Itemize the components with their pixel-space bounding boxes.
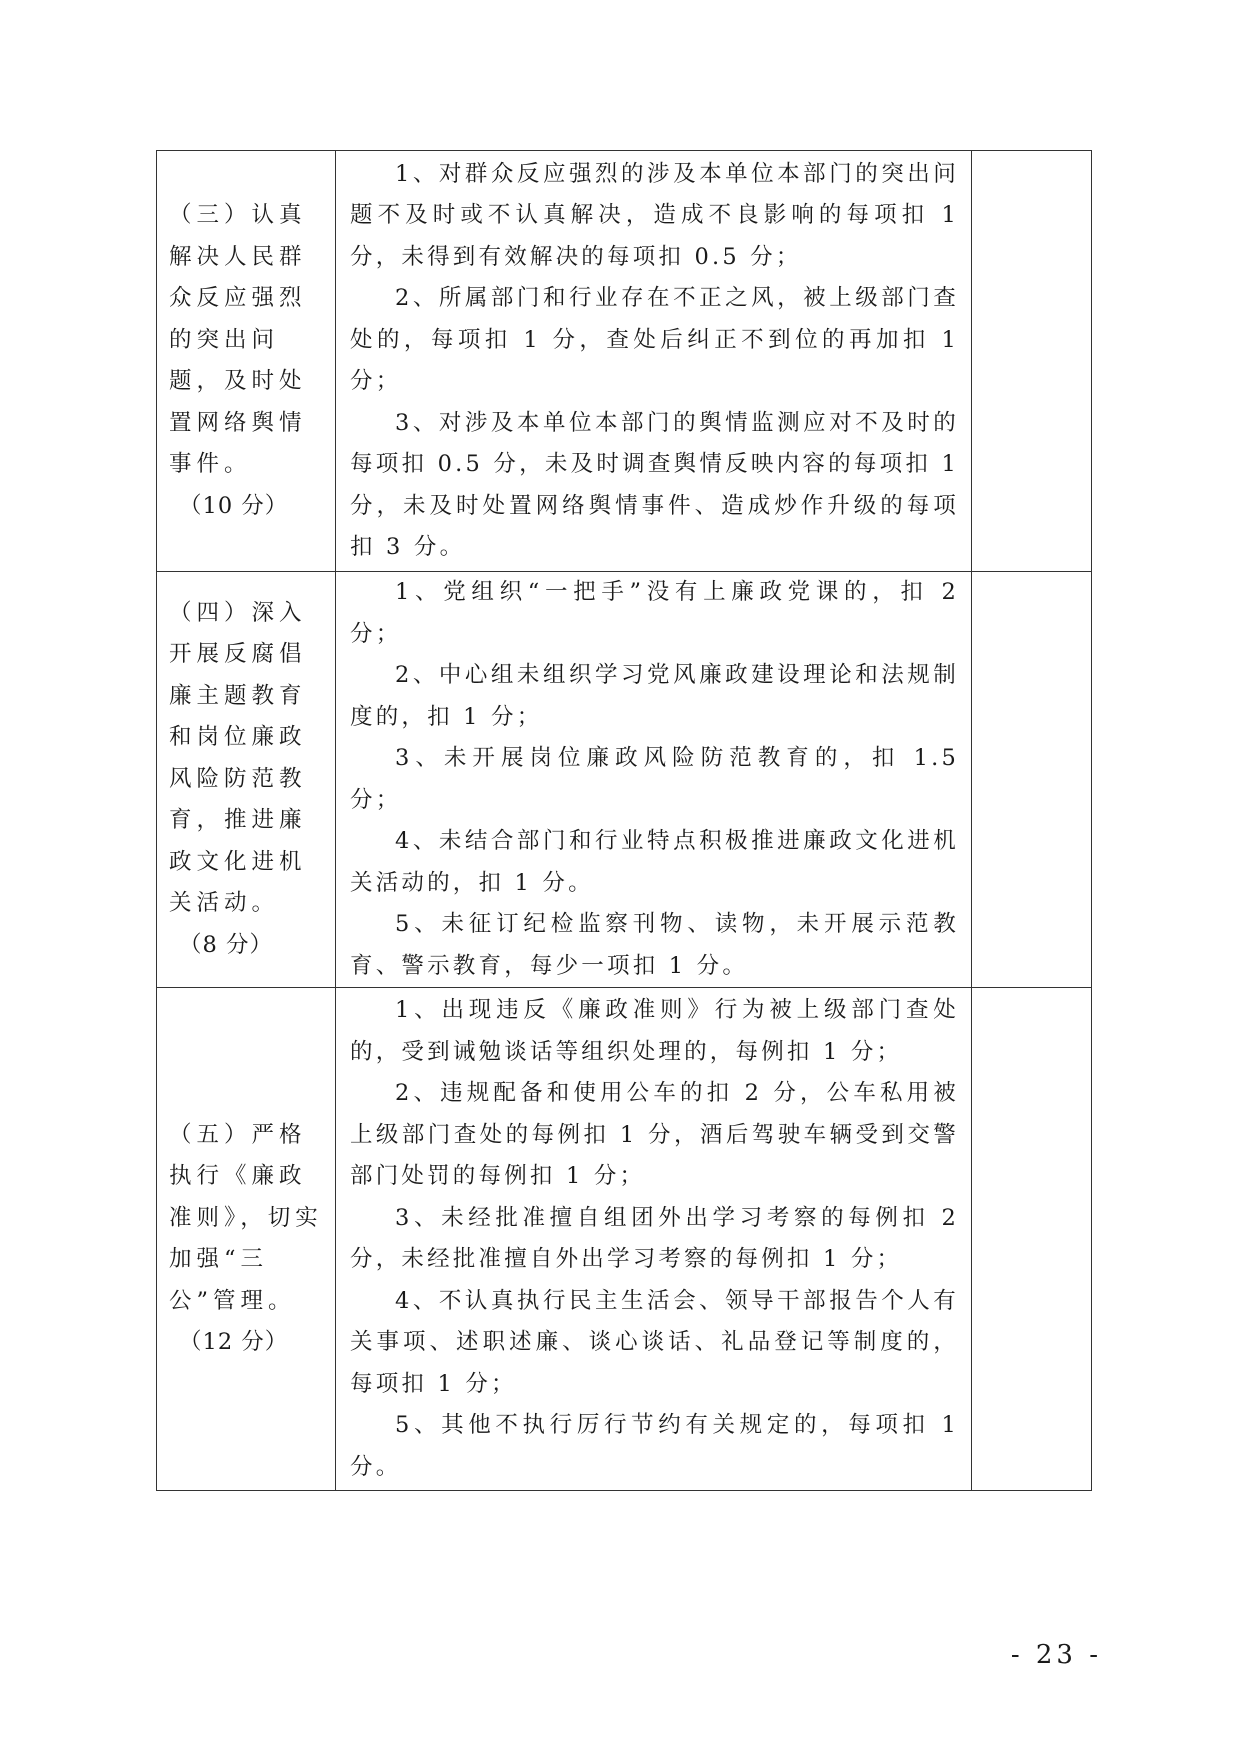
category-cell: [157, 572, 336, 988]
score-cell: [972, 572, 1092, 988]
rule-item: 1、对群众反应强烈的涉及本单位本部门的突出问题不及时或不认真解决，造成不良影响的每项扣 1 分，未得到有效解决的每项扣 0.5 分；: [350, 160, 959, 270]
category-text: （五）严格执行《廉政准则》，切实加强“三公”管理。: [169, 1121, 323, 1314]
category-score: （12 分）: [179, 1329, 289, 1355]
rule-item: 2、所属部门和行业存在不正之风，被上级部门查处的，每项扣 1 分，查处后纠正不到位的再加扣 1 分；: [350, 285, 959, 394]
rule-item: 3、对涉及本单位本部门的舆情监测应对不及时的每项扣 0.5 分，未及时调查舆情反映内容的每项扣 1 分，未及时处置网络舆情事件、造成炒作升级的每项扣 3 分。: [350, 409, 959, 560]
page-number: - 23 -: [1010, 1640, 1102, 1670]
rule-item: 2、中心组未组织学习党风廉政建设理论和法规制度的，扣 1 分；: [350, 662, 959, 730]
rule-item: 5、未征订纪检监察刊物、读物，未开展示范教育、警示教育，每少一项扣 1 分。: [350, 911, 959, 979]
category-score: （8 分）: [179, 931, 273, 958]
rule-item: 3、未经批准擅自组团外出学习考察的每例扣 2 分，未经批准擅自外出学习考察的每例扣 1 分；: [350, 1204, 959, 1272]
rule-item: 3、未开展岗位廉政风险防范教育的，扣 1.5 分；: [350, 745, 959, 813]
category-cell: [157, 151, 336, 572]
category-text: （三）认真解决人民群众反应强烈的突出问题，及时处置网络舆情事件。: [169, 202, 307, 477]
assessment-table: [156, 150, 1092, 1491]
rule-item: 4、不认真执行民主生活会、领导干部报告个人有关事项、述职述廉、谈心谈话、礼品登记等制度的，每项扣 1 分；: [350, 1287, 959, 1397]
rule-item: 4、未结合部门和行业特点积极推进廉政文化进机关活动的，扣 1 分。: [350, 828, 959, 896]
rule-item: 5、其他不执行厉行节约有关规定的，每项扣 1 分。: [350, 1412, 959, 1480]
rule-item: 1、党组织“一把手”没有上廉政党课的，扣 2 分；: [350, 579, 959, 647]
rules-cell: [336, 572, 972, 988]
category-score: （10 分）: [179, 492, 289, 519]
rule-item: 1、出现违反《廉政准则》行为被上级部门查处的，受到诫勉谈话等组织处理的，每例扣 1 分；: [350, 997, 959, 1065]
rules-cell: [336, 988, 972, 1491]
table-row: [157, 572, 1092, 988]
rule-item: 2、违规配备和使用公车的扣 2 分，公车私用被上级部门查处的每例扣 1 分，酒后驾驶车辆受到交警部门处罚的每例扣 1 分；: [350, 1080, 959, 1189]
table-row: [157, 151, 1092, 572]
category-cell: [157, 988, 336, 1491]
score-cell: [972, 151, 1092, 572]
rules-cell: [336, 151, 972, 572]
table-row: [157, 988, 1092, 1491]
category-text: （四）深入开展反腐倡廉主题教育和岗位廉政风险防范教育，推进廉政文化进机关活动。: [169, 599, 307, 917]
score-cell: [972, 988, 1092, 1491]
